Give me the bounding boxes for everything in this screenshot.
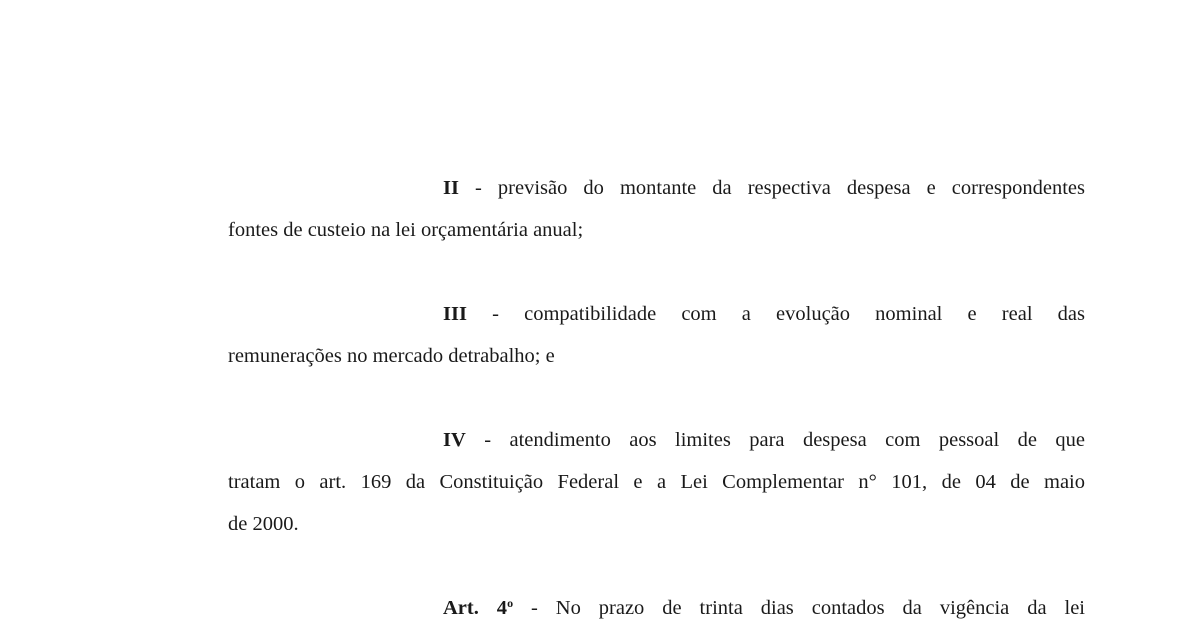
paragraph-inciso-ii [228, 167, 1085, 251]
paragraph-continuation: de 2000. [228, 513, 299, 535]
article-4 [228, 587, 1085, 629]
article-number [443, 597, 513, 619]
article-first-line [228, 587, 1085, 629]
separator: - [465, 429, 510, 451]
paragraph-continuation: remunerações no mercado detrabalho; e [228, 345, 555, 367]
article-label: Art. 4 [443, 597, 508, 619]
paragraph-first-line [228, 419, 1085, 461]
paragraph-text: previsão do montante da respectiva despesa e correspondentes [497, 177, 1085, 199]
separator: - [466, 303, 525, 325]
paragraph-inciso-iv [228, 419, 1085, 545]
paragraph-inciso-iii [228, 293, 1085, 377]
paragraph-text: compatibilidade com a evolução nominal e real das [524, 303, 1085, 325]
separator: - [513, 597, 556, 619]
paragraph-first-line [228, 293, 1085, 335]
separator: - [458, 177, 498, 199]
paragraph-text: atendimento aos limites para despesa com pessoal de que [509, 429, 1085, 451]
inciso-number: III [443, 303, 467, 325]
article-text: No prazo de trinta dias contados da vigência da lei [555, 597, 1085, 619]
inciso-number: IV [443, 429, 466, 451]
article-ordinal: o [507, 596, 514, 610]
paragraph-continuation: tratam o art. 169 da Constituição Federal e a Lei Complementar n° 101, de 04 de maio [228, 471, 1085, 493]
inciso-number: II [443, 177, 459, 199]
paragraph-first-line [228, 167, 1085, 209]
paragraph-continuation: fontes de custeio na lei orçamentária anual; [228, 219, 584, 241]
